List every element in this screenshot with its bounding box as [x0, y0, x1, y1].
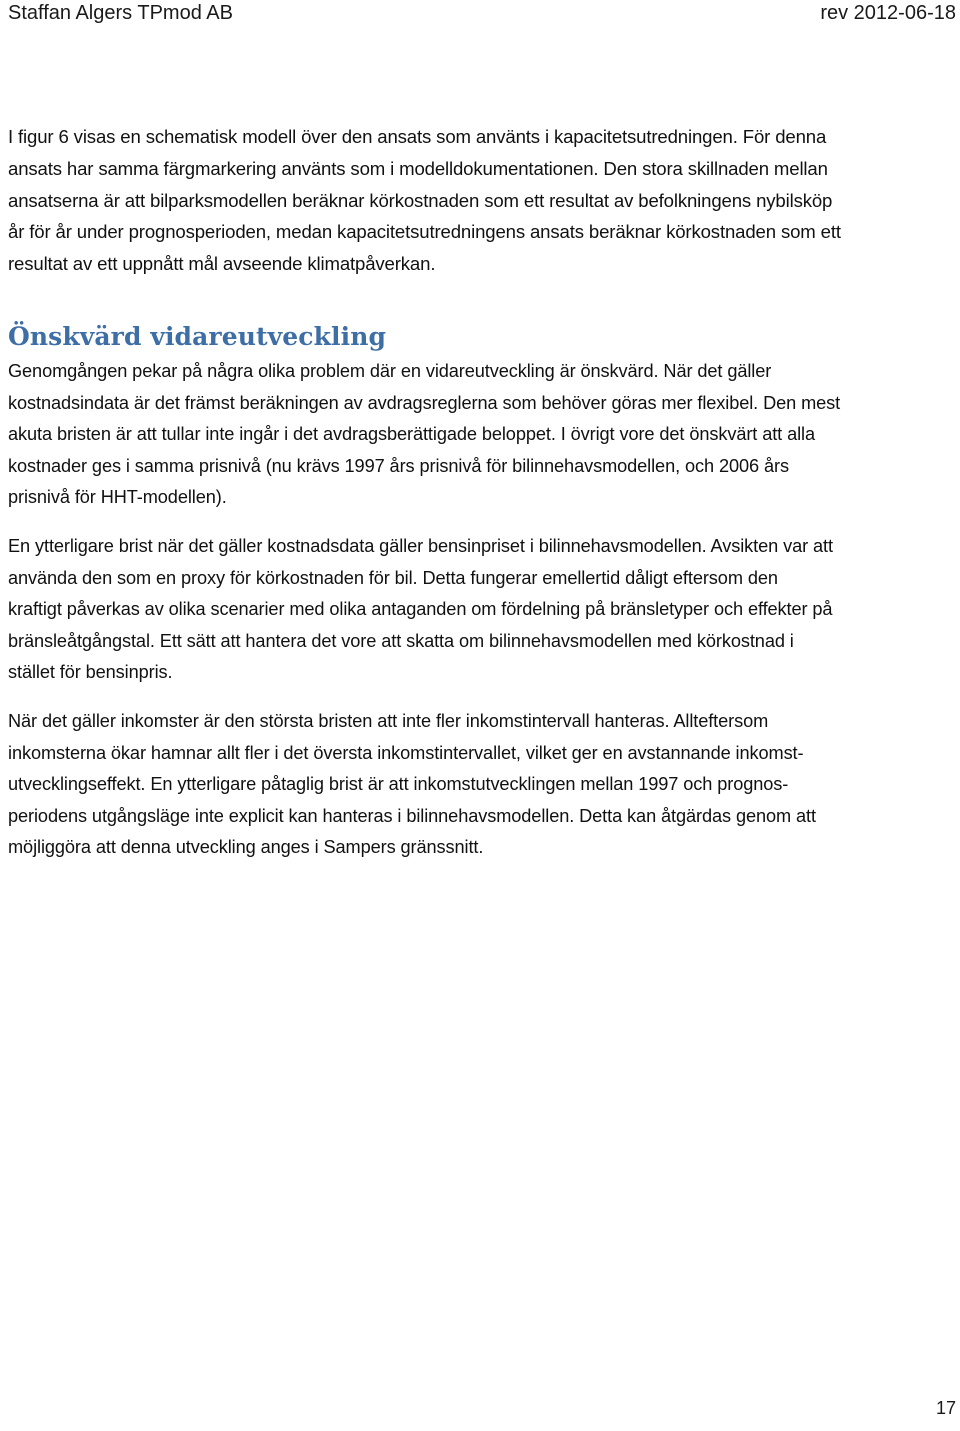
paragraph-line: kostnadsindata är det främst beräkningen av avdragsreglerna som behöver göras mer flexibel. Den mest — [8, 392, 841, 413]
section-paragraph-2 — [8, 531, 956, 689]
paragraph-line: utvecklingseffekt. En ytterligare påtaglig brist är att inkomstutvecklingen mellan 1997 och prognos- — [8, 774, 789, 795]
paragraph-line: periodens utgångsläge inte explicit kan hanteras i bilinnehavsmodellen. Detta kan åtgärdas genom att — [8, 805, 816, 826]
header-author: Staffan Algers TPmod AB — [8, 2, 233, 24]
paragraph-line: ansats har samma färgmarkering använts som i modelldokumentationen. Den stora skillnaden mellan — [8, 157, 828, 179]
paragraph-line: ansatserna är att bilparksmodellen beräknar körkostnaden som ett resultat av befolkningens nybilsköp — [8, 189, 833, 211]
paragraph-line: stället för bensinpris. — [8, 662, 173, 683]
header-revision: rev 2012-06-18 — [820, 2, 956, 24]
page-header — [8, 0, 956, 30]
paragraph-line: kraftigt påverkas av olika scenarier med olika antaganden om fördelning på bränsletyper och effekter på — [8, 599, 833, 620]
paragraph-line: använda den som en proxy för körkostnaden för bil. Detta fungerar emellertid dåligt eftersom den — [8, 567, 778, 588]
paragraph-line: år för år under prognosperioden, medan kapacitetsutredningens ansats beräknar körkostnaden som ett — [8, 221, 841, 243]
paragraph-line: akuta bristen är att tullar inte ingår i det avdragsberättigade beloppet. I övrigt vore det önskvärt att alla — [8, 424, 815, 445]
paragraph-line: Genomgången pekar på några olika problem där en vidareutveckling är önskvärd. När det gäller — [8, 360, 772, 381]
paragraph-line: kostnader ges i samma prisnivå (nu krävs 1997 års prisnivå för bilinnehavsmodellen, och 2006 års — [8, 455, 789, 476]
paragraph-line: När det gäller inkomster är den största bristen att inte fler inkomstintervall hanteras. Allteftersom — [8, 710, 769, 731]
paragraph-line: bränsleåtgångstal. Ett sätt att hantera det vore att skatta om bilinnehavsmodellen med körkostnad i — [8, 630, 794, 651]
paragraph-line: möjliggöra att denna utveckling anges i Sampers gränssnitt. — [8, 837, 484, 858]
paragraph-line: En ytterligare brist när det gäller kostnadsdata gäller bensinpriset i bilinnehavsmodellen. Avsikten var att — [8, 535, 833, 556]
paragraph-line: resultat av ett uppnått mål avseende klimatpåverkan. — [8, 253, 436, 275]
page-number: 17 — [935, 1398, 956, 1418]
intro-paragraph — [8, 121, 956, 280]
section-paragraph-1 — [8, 356, 956, 514]
paragraph-line: I figur 6 visas en schematisk modell över den ansats som använts i kapacitetsutredningen. För denna — [8, 126, 827, 147]
section-heading: Önskvärd vidareutveckling — [8, 321, 387, 351]
paragraph-line: inkomsterna ökar hamnar allt fler i det översta inkomstintervallet, vilket ger en avstannande inkomst- — [8, 742, 804, 763]
paragraph-line: prisnivå för HHT-modellen). — [8, 487, 227, 508]
document-body — [8, 121, 956, 864]
section-paragraph-3 — [8, 706, 956, 864]
